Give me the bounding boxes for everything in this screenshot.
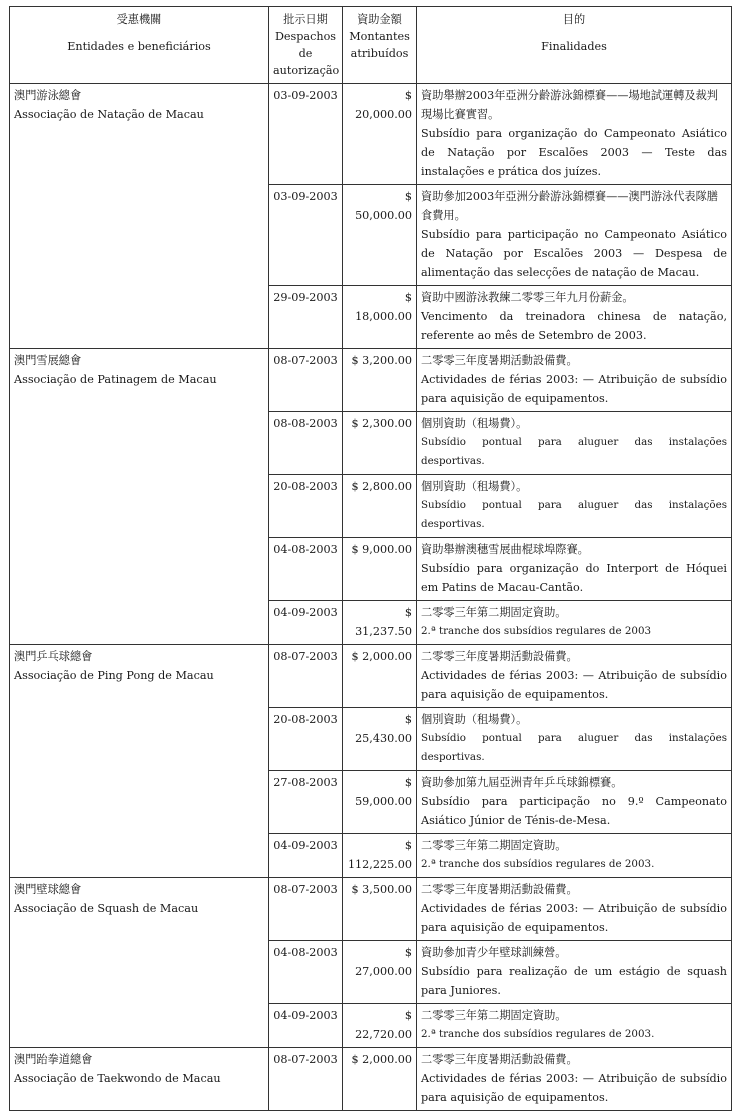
table-row xyxy=(10,645,732,708)
purpose-zh: 個別資助（租場費）。 xyxy=(421,417,528,430)
purpose-pt: Subsídio para participação no 9.º Campeonato Asiático Júnior de Ténis-de-Mesa. xyxy=(421,795,727,827)
purpose-cell xyxy=(417,84,732,185)
purpose-zh: 二零零三年第二期固定資助。 xyxy=(421,839,567,852)
entity-name-pt: Associação de Ping Pong de Macau xyxy=(14,669,214,682)
date-cell: 08-08-2003 xyxy=(269,412,343,475)
entity-name-pt: Associação de Taekwondo de Macau xyxy=(14,1072,221,1085)
purpose-pt: Subsídio para organização do Interport de Hóquei em Patins de Macau-Cantão. xyxy=(421,562,727,594)
purpose-cell xyxy=(417,349,732,412)
purpose-cell xyxy=(417,834,732,878)
amount-cell: $ 2,000.00 xyxy=(343,1048,417,1111)
subsidy-table xyxy=(9,6,732,1111)
table-row xyxy=(10,84,732,185)
purpose-zh: 資助中國游泳教練二零零三年九月份薪金。 xyxy=(421,291,634,304)
purpose-cell xyxy=(417,286,732,349)
purpose-pt: Subsídio pontual para aluguer das instalações desportivas. xyxy=(421,436,727,467)
table-row xyxy=(10,349,732,412)
purpose-pt: Actividades de férias 2003: — Atribuição de subsídio para aquisição de equipamentos. xyxy=(421,669,727,701)
entity-name-pt: Associação de Patinagem de Macau xyxy=(14,373,217,386)
date-cell: 04-08-2003 xyxy=(269,941,343,1004)
purpose-pt: Actividades de férias 2003: — Atribuição de subsídio para aquisição de equipamentos. xyxy=(421,373,727,405)
header-date-zh: 批示日期 xyxy=(283,13,328,26)
purpose-pt: 2.ª tranche dos subsídios regulares de 2003. xyxy=(421,858,655,870)
header-purpose-pt: Finalidades xyxy=(541,40,607,53)
date-cell: 03-09-2003 xyxy=(269,185,343,286)
purpose-zh: 資助舉辦澳穗雪展曲棍球埠際賽。 xyxy=(421,543,589,556)
purpose-cell xyxy=(417,601,732,645)
amount-cell: $ 3,200.00 xyxy=(343,349,417,412)
purpose-zh: 二零零三年度暑期活動設備費。 xyxy=(421,883,578,896)
purpose-zh: 資助參加第九屆亞洲青年乒乓球錦標賽。 xyxy=(421,776,623,789)
table-row xyxy=(10,1048,732,1111)
date-cell: 20-08-2003 xyxy=(269,708,343,771)
header-entities xyxy=(10,7,269,84)
entity-cell xyxy=(10,349,269,645)
purpose-zh: 個別資助（租場費）。 xyxy=(421,713,528,726)
entity-cell xyxy=(10,645,269,878)
date-cell: 04-09-2003 xyxy=(269,834,343,878)
purpose-zh: 資助舉辦2003年亞洲分齡游泳錦標賽——場地試運轉及裁判現場比賽實習。 xyxy=(421,89,718,121)
amount-cell: $ 3,500.00 xyxy=(343,878,417,941)
header-date-pt-1: Despachos de xyxy=(274,30,337,60)
amount-cell: $ 112,225.00 xyxy=(343,834,417,878)
amount-cell: $ 31,237.50 xyxy=(343,601,417,645)
purpose-cell xyxy=(417,708,732,771)
entity-name-zh: 澳門乒乓球總會 xyxy=(14,650,93,663)
entity-name-zh: 澳門雪展總會 xyxy=(14,354,82,367)
table-row xyxy=(10,878,732,941)
purpose-pt: Subsídio para participação no Campeonato Asiático de Natação por Escalões 2003 — Despesa de alimentação das selecções de natação de Macau. xyxy=(421,228,727,279)
header-amount xyxy=(343,7,417,84)
entity-cell xyxy=(10,84,269,349)
date-cell: 03-09-2003 xyxy=(269,84,343,185)
header-purpose-zh: 目的 xyxy=(562,13,586,26)
entity-name-zh: 澳門游泳總會 xyxy=(14,89,82,102)
amount-cell: $ 9,000.00 xyxy=(343,538,417,601)
purpose-pt: 2.ª tranche dos subsídios regulares de 2003. xyxy=(421,1028,655,1040)
date-cell: 08-07-2003 xyxy=(269,878,343,941)
date-cell: 04-09-2003 xyxy=(269,601,343,645)
header-amount-zh: 資助金額 xyxy=(357,13,402,26)
amount-cell: $ 50,000.00 xyxy=(343,185,417,286)
date-cell: 04-08-2003 xyxy=(269,538,343,601)
purpose-pt: Actividades de férias 2003: — Atribuição de subsídio para aquisição de equipamentos. xyxy=(421,902,727,934)
date-cell: 04-09-2003 xyxy=(269,1004,343,1048)
purpose-cell xyxy=(417,771,732,834)
purpose-cell xyxy=(417,1004,732,1048)
entity-name-zh: 澳門壁球總會 xyxy=(14,883,82,896)
purpose-cell xyxy=(417,538,732,601)
purpose-pt: Vencimento da treinadora chinesa de natação, referente ao mês de Setembro de 2003. xyxy=(421,310,727,342)
purpose-zh: 資助參加2003年亞洲分齡游泳錦標賽——澳門游泳代表隊膳食費用。 xyxy=(421,190,718,222)
header-amount-pt-1: Montantes xyxy=(349,30,410,43)
entity-name-pt: Associação de Squash de Macau xyxy=(14,902,199,915)
amount-cell: $ 2,000.00 xyxy=(343,645,417,708)
amount-cell: $ 25,430.00 xyxy=(343,708,417,771)
entity-cell xyxy=(10,878,269,1048)
entity-name-zh: 澳門跆拳道總會 xyxy=(14,1053,93,1066)
purpose-pt: 2.ª tranche dos subsídios regulares de 2003 xyxy=(421,625,652,637)
date-cell: 08-07-2003 xyxy=(269,645,343,708)
entity-cell xyxy=(10,1048,269,1111)
purpose-zh: 個別資助（租場費）。 xyxy=(421,480,528,493)
header-entities-zh: 受惠機關 xyxy=(116,13,162,26)
amount-cell: $ 20,000.00 xyxy=(343,84,417,185)
header-row xyxy=(10,7,732,84)
amount-cell: $ 27,000.00 xyxy=(343,941,417,1004)
date-cell: 20-08-2003 xyxy=(269,475,343,538)
amount-cell: $ 2,800.00 xyxy=(343,475,417,538)
purpose-zh: 二零零三年第二期固定資助。 xyxy=(421,606,567,619)
purpose-cell xyxy=(417,941,732,1004)
purpose-pt: Subsídio pontual para aluguer das instalações desportivas. xyxy=(421,732,727,763)
header-date-pt-2: autorização xyxy=(273,64,340,77)
table-body xyxy=(10,84,732,1111)
purpose-cell xyxy=(417,185,732,286)
amount-cell: $ 22,720.00 xyxy=(343,1004,417,1048)
purpose-pt: Subsídio para organização do Campeonato Asiático de Natação por Escalões 2003 — Teste das instalações e prática dos juízes. xyxy=(421,127,727,178)
amount-cell: $ 18,000.00 xyxy=(343,286,417,349)
header-amount-pt-2: atribuídos xyxy=(350,47,409,60)
purpose-cell xyxy=(417,645,732,708)
purpose-pt: Subsídio pontual para aluguer das instalações desportivas. xyxy=(421,499,727,530)
entity-name-pt: Associação de Natação de Macau xyxy=(14,108,204,121)
amount-cell: $ 59,000.00 xyxy=(343,771,417,834)
purpose-zh: 二零零三年度暑期活動設備費。 xyxy=(421,650,578,663)
purpose-cell xyxy=(417,475,732,538)
purpose-cell xyxy=(417,878,732,941)
purpose-cell xyxy=(417,412,732,475)
purpose-pt: Actividades de férias 2003: — Atribuição de subsídio para aquisição de equipamentos. xyxy=(421,1072,727,1104)
header-purpose xyxy=(417,7,732,84)
date-cell: 27-08-2003 xyxy=(269,771,343,834)
header-entities-pt: Entidades e beneficiários xyxy=(67,40,211,53)
purpose-zh: 二零零三年度暑期活動設備費。 xyxy=(421,1053,578,1066)
date-cell: 29-09-2003 xyxy=(269,286,343,349)
date-cell: 08-07-2003 xyxy=(269,1048,343,1111)
purpose-pt: Subsídio para realização de um estágio de squash para Juniores. xyxy=(421,965,727,997)
amount-cell: $ 2,300.00 xyxy=(343,412,417,475)
purpose-cell xyxy=(417,1048,732,1111)
purpose-zh: 二零零三年第二期固定資助。 xyxy=(421,1009,567,1022)
purpose-zh: 資助參加青少年壁球訓練營。 xyxy=(421,946,567,959)
purpose-zh: 二零零三年度暑期活動設備費。 xyxy=(421,354,578,367)
date-cell: 08-07-2003 xyxy=(269,349,343,412)
header-date xyxy=(269,7,343,84)
